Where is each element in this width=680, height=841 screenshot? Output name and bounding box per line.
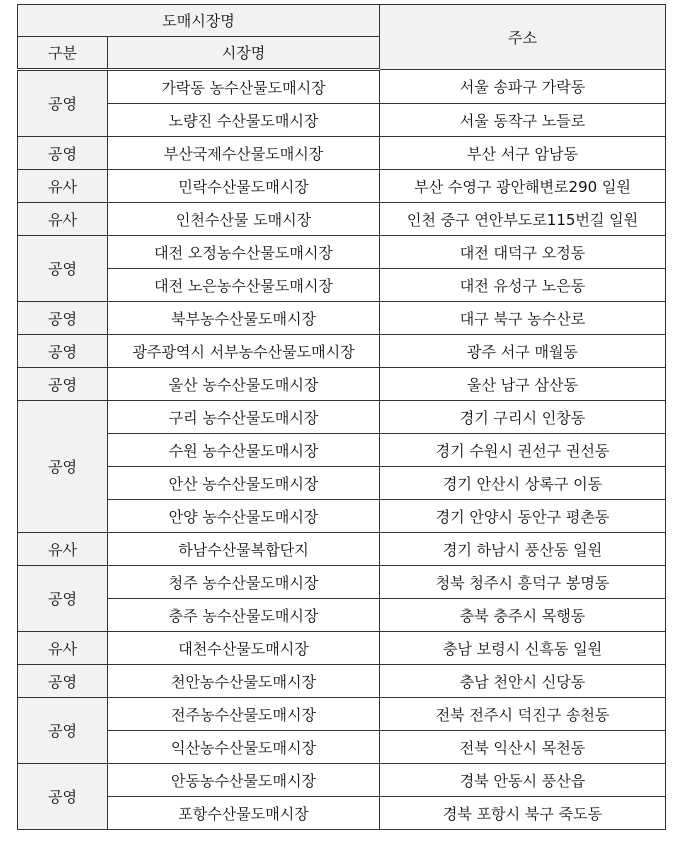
table-body [18,70,666,830]
address-cell: 부산 수영구 광안해변로290 일원 [380,170,666,203]
address-cell: 경기 수원시 권선구 권선동 [380,434,666,467]
table-row [18,764,666,797]
market-name-cell: 부산국제수산물도매시장 [108,137,380,170]
market-name-cell: 하남수산물복합단지 [108,533,380,566]
category-cell: 공영 [18,70,108,137]
market-name-cell: 대천수산물도매시장 [108,632,380,665]
category-cell: 유사 [18,170,108,203]
address-cell: 전북 익산시 목천동 [380,731,666,764]
address-cell: 경기 하남시 풍산동 일원 [380,533,666,566]
category-cell: 공영 [18,368,108,401]
table-row [18,500,666,533]
header-market-name: 시장명 [108,37,380,70]
category-cell: 공영 [18,698,108,764]
category-cell: 공영 [18,665,108,698]
address-cell: 부산 서구 암남동 [380,137,666,170]
table-row [18,170,666,203]
table-row [18,665,666,698]
category-cell: 공영 [18,764,108,830]
market-name-cell: 광주광역시 서부농수산물도매시장 [108,335,380,368]
header-market-name-group: 도매시장명 [18,5,380,37]
table-row [18,269,666,302]
market-name-cell: 안양 농수산물도매시장 [108,500,380,533]
market-name-cell: 인천수산물 도매시장 [108,203,380,236]
market-name-cell: 천안농수산물도매시장 [108,665,380,698]
category-cell: 공영 [18,137,108,170]
table-row [18,599,666,632]
address-cell: 경기 구리시 인창동 [380,401,666,434]
market-name-cell: 노량진 수산물도매시장 [108,104,380,137]
table-row [18,434,666,467]
market-name-cell: 전주농수산물도매시장 [108,698,380,731]
table-row [18,302,666,335]
table-row [18,401,666,434]
address-cell: 서울 송파구 가락동 [380,70,666,104]
table-row [18,203,666,236]
table-row [18,467,666,500]
market-name-cell: 안산 농수산물도매시장 [108,467,380,500]
market-name-cell: 익산농수산물도매시장 [108,731,380,764]
address-cell: 대전 대덕구 오정동 [380,236,666,269]
market-name-cell: 구리 농수산물도매시장 [108,401,380,434]
market-name-cell: 북부농수산물도매시장 [108,302,380,335]
category-cell: 유사 [18,203,108,236]
address-cell: 충남 보령시 신흑동 일원 [380,632,666,665]
table-row [18,797,666,830]
header-category: 구분 [18,37,108,70]
address-cell: 대구 북구 농수산로 [380,302,666,335]
table-row [18,368,666,401]
table-row [18,236,666,269]
table-row [18,104,666,137]
address-cell: 청북 청주시 흥덕구 봉명동 [380,566,666,599]
table-row [18,335,666,368]
market-name-cell: 민락수산물도매시장 [108,170,380,203]
table-row [18,632,666,665]
address-cell: 서울 동작구 노들로 [380,104,666,137]
category-cell: 공영 [18,335,108,368]
market-name-cell: 대전 노은농수산물도매시장 [108,269,380,302]
category-cell: 유사 [18,533,108,566]
category-cell: 공영 [18,302,108,335]
table-row [18,731,666,764]
market-name-cell: 충주 농수산물도매시장 [108,599,380,632]
address-cell: 전북 전주시 덕진구 송천동 [380,698,666,731]
address-cell: 경북 포항시 북구 죽도동 [380,797,666,830]
address-cell: 광주 서구 매월동 [380,335,666,368]
category-cell: 공영 [18,236,108,302]
table-row [18,566,666,599]
market-name-cell: 수원 농수산물도매시장 [108,434,380,467]
category-cell: 공영 [18,566,108,632]
address-cell: 대전 유성구 노은동 [380,269,666,302]
table-row [18,70,666,104]
table-row [18,137,666,170]
table-row [18,698,666,731]
address-cell: 충남 천안시 신당동 [380,665,666,698]
address-cell: 경기 안양시 동안구 평촌동 [380,500,666,533]
header-address: 주소 [380,5,666,70]
address-cell: 울산 남구 삼산동 [380,368,666,401]
market-name-cell: 가락동 농수산물도매시장 [108,70,380,104]
address-cell: 충북 충주시 목행동 [380,599,666,632]
market-name-cell: 울산 농수산물도매시장 [108,368,380,401]
market-name-cell: 청주 농수산물도매시장 [108,566,380,599]
category-cell: 유사 [18,632,108,665]
address-cell: 인천 중구 연안부도로115번길 일원 [380,203,666,236]
market-name-cell: 안동농수산물도매시장 [108,764,380,797]
market-name-cell: 대전 오정농수산물도매시장 [108,236,380,269]
table-row [18,533,666,566]
market-name-cell: 포항수산물도매시장 [108,797,380,830]
address-cell: 경기 안산시 상록구 이동 [380,467,666,500]
category-cell: 공영 [18,401,108,533]
wholesale-market-table [17,4,666,830]
address-cell: 경북 안동시 풍산읍 [380,764,666,797]
